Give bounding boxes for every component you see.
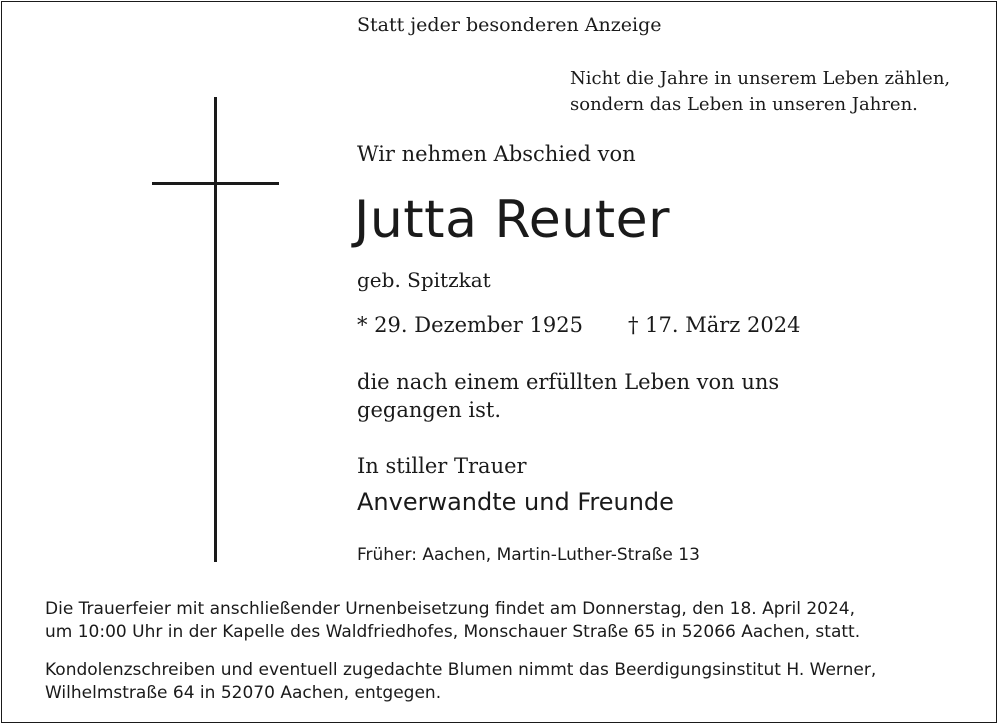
notice-header: Statt jeder besonderen Anzeige xyxy=(357,14,662,36)
cross-horizontal-bar xyxy=(152,182,279,185)
funeral-info xyxy=(45,598,860,644)
maiden-name: geb. Spitzkat xyxy=(357,268,491,292)
condolences-line-1: Kondolenzschreiben und eventuell zugedachte Blumen nimmt das Beerdigungsinstitut H. Werner, xyxy=(45,660,877,680)
birth-date: * 29. Dezember 1925 xyxy=(357,313,583,337)
passed-line-2: gegangen ist. xyxy=(357,398,502,422)
mourning-text: In stiller Trauer xyxy=(357,454,527,478)
quote-line-1: Nicht die Jahre in unserem Leben zählen, xyxy=(570,68,951,89)
quote xyxy=(570,66,950,118)
condolences-line-2: Wilhelmstraße 64 in 52070 Aachen, entgegen. xyxy=(45,683,442,703)
passed-text xyxy=(357,368,779,424)
quote-line-2: sondern das Leben in unseren Jahren. xyxy=(570,94,918,115)
condolences-info xyxy=(45,659,876,705)
cross-vertical-bar xyxy=(214,97,217,562)
intro-text: Wir nehmen Abschied von xyxy=(357,142,636,166)
family-signature: Anverwandte und Freunde xyxy=(357,488,674,516)
passed-line-1: die nach einem erfüllten Leben von uns xyxy=(357,370,780,394)
funeral-line-1: Die Trauerfeier mit anschließender Urnenbeisetzung findet am Donnerstag, den 18. April 2024, xyxy=(45,599,855,619)
funeral-line-2: um 10:00 Uhr in der Kapelle des Waldfriedhofes, Monschauer Straße 65 in 52066 Aachen, statt. xyxy=(45,622,861,642)
former-address: Früher: Aachen, Martin-Luther-Straße 13 xyxy=(357,545,700,565)
deceased-name: Jutta Reuter xyxy=(354,190,670,250)
death-date: † 17. März 2024 xyxy=(628,313,801,337)
